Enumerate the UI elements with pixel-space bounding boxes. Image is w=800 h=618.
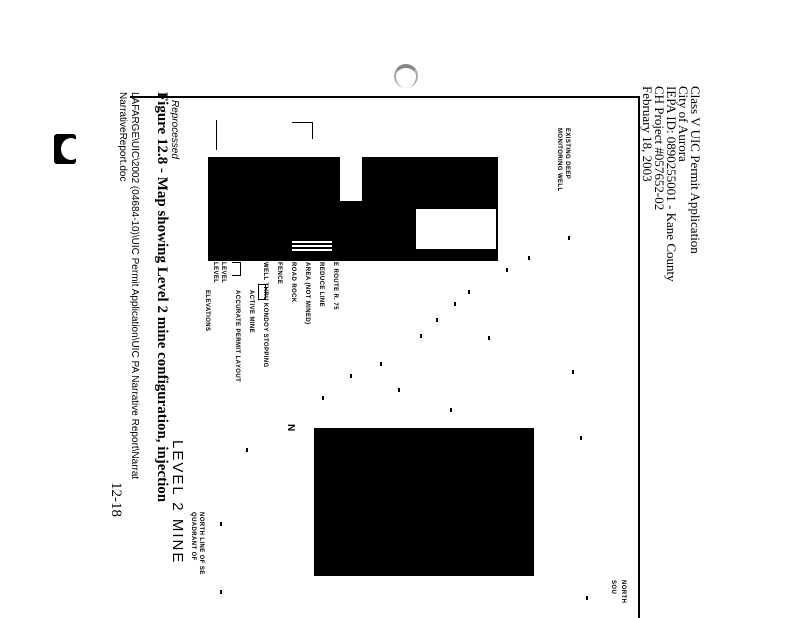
legend-small-label: LEVEL [212, 262, 218, 284]
legend-entry: REDUCE LINE [318, 262, 324, 308]
north-line-label: QUADRANT OF [190, 512, 196, 561]
header-line-4: CH Project #057652-02 [652, 86, 667, 211]
survey-mark [572, 370, 574, 374]
header-rule [130, 96, 640, 98]
legend-swatch [258, 284, 266, 300]
legend-entry: E ROUTE R. 75 [332, 262, 338, 310]
right-edge-label: NORTH [620, 580, 626, 604]
map-dark-region-upper [208, 157, 498, 261]
survey-mark [468, 290, 470, 294]
well-label-1: EXISTING DEEP [564, 128, 570, 180]
header-line-1: Class V UIC Permit Application [688, 86, 703, 254]
map-bracket [216, 120, 221, 150]
survey-mark [488, 336, 490, 340]
survey-mark [568, 236, 570, 240]
survey-mark [586, 596, 588, 600]
survey-mark [398, 388, 400, 392]
binder-ring-shadow [394, 64, 418, 88]
map-bracket [292, 122, 313, 139]
header-line-3: IEPA ID: 0890255001 - Kane County [664, 86, 679, 282]
map-dark-region-lower [314, 428, 534, 576]
map-inset-label-b [416, 209, 496, 249]
header-line-5: February 18, 2003 [640, 86, 655, 182]
level-label: LEVEL 2 MINE [169, 440, 186, 565]
legend-small-label: ELEVATIONS [204, 290, 210, 332]
handwritten-note: Reprocessed [169, 100, 180, 159]
legend-entry: AREA (NOT MINED) [304, 262, 310, 325]
legend-small-label: LEVEL [220, 262, 226, 284]
survey-mark [246, 448, 248, 452]
survey-mark [322, 396, 324, 400]
survey-mark [420, 334, 422, 338]
legend-entry: FENCE [276, 262, 282, 285]
legend-entry: ACTIVE MINE [248, 290, 254, 334]
legend-entry: ACCURATE PERMIT LAYOUT [234, 290, 240, 383]
north-line-label: NORTH LINE OF SE [198, 512, 204, 575]
survey-mark [450, 408, 452, 412]
legend-entry: WELL THRU KONDOY STOPPING [262, 262, 268, 368]
map-stripe [292, 241, 332, 243]
north-arrow-label: N [285, 424, 296, 432]
footer-path-2: NarrativeReport.doc [117, 92, 128, 182]
map-stripe [292, 245, 332, 247]
footer-path-1: LAFARGE\UIC\2002 (04684-10)\UIC Permit Application\UIC PA Narrative Report\Narrat [129, 92, 140, 480]
legend-swatch [232, 262, 241, 276]
survey-mark [454, 302, 456, 306]
right-edge-label: SOU [610, 580, 616, 595]
survey-mark [220, 522, 222, 526]
binder-hole-mark [54, 134, 76, 164]
header-line-2: City of Aurora [676, 86, 691, 162]
map-stripe [292, 249, 332, 251]
survey-mark [528, 256, 530, 260]
survey-mark [350, 374, 352, 378]
figure-caption: Figure 12.8 - Map showing Level 2 mine configuration, injection [154, 92, 170, 503]
survey-mark [436, 318, 438, 322]
legend-entry: ROAD ROCK [290, 262, 296, 303]
survey-mark [580, 436, 582, 440]
map-inset-label-a [340, 157, 362, 201]
survey-mark [220, 590, 222, 594]
page-number: 12-18 [108, 482, 124, 517]
survey-mark [506, 268, 508, 272]
survey-mark [380, 362, 382, 366]
well-label-2: MONITORING WELL [556, 128, 562, 192]
